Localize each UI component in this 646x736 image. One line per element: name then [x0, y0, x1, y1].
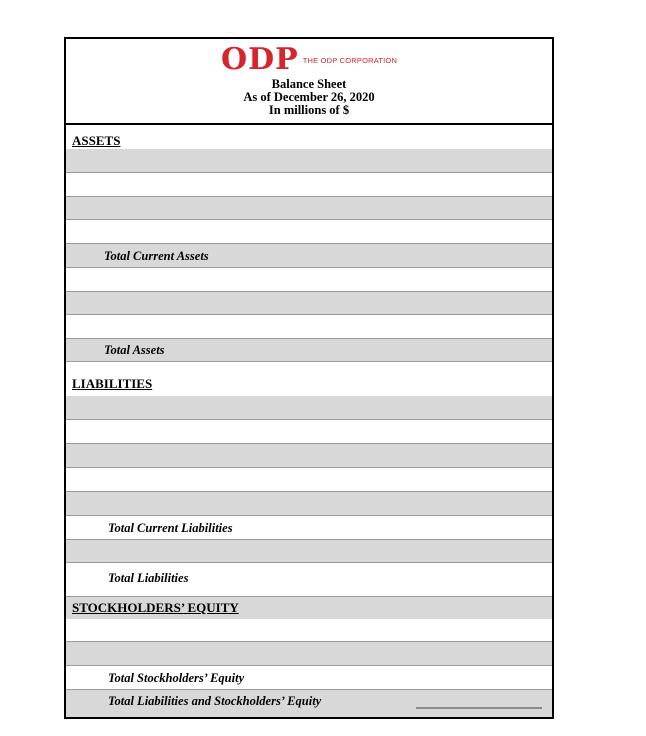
sheet-header [66, 39, 552, 125]
section-row-assets [66, 125, 552, 149]
section-heading-assets: ASSETS [72, 133, 121, 148]
sheet-date: As of December 26, 2020 [243, 90, 375, 104]
total-assets-label: Total Assets [104, 343, 165, 357]
sheet-title: Balance Sheet [271, 77, 347, 91]
logo-corporation-name: THE ODP CORPORATION [302, 55, 398, 65]
table-row[interactable] [66, 220, 552, 244]
total-row-liabilities [66, 563, 552, 597]
table-row[interactable] [66, 396, 552, 420]
table-row[interactable] [66, 173, 552, 197]
table-row[interactable] [66, 540, 552, 563]
table-row[interactable] [66, 268, 552, 292]
total-row-assets [66, 339, 552, 362]
total-liabilities-and-equity-label: Total Liabilities and Stockholders’ Equity [108, 694, 322, 708]
total-row-liabilities-and-equity [66, 690, 552, 717]
total-row-current-liabilities [66, 516, 552, 540]
table-row[interactable] [66, 619, 552, 642]
total-current-liabilities-label: Total Current Liabilities [108, 521, 233, 535]
sheet-units: In millions of $ [268, 103, 350, 117]
table-row[interactable] [66, 642, 552, 666]
table-row[interactable] [66, 315, 552, 339]
table-row[interactable] [66, 468, 552, 492]
section-row-equity [66, 597, 552, 619]
balance-sheet [64, 37, 554, 719]
logo-mark: ODP [221, 42, 299, 77]
total-row-current-assets [66, 244, 552, 268]
table-row[interactable] [66, 492, 552, 516]
total-equity-label: Total Stockholders’ Equity [108, 671, 245, 685]
table-row[interactable] [66, 197, 552, 220]
section-heading-equity: STOCKHOLDERS’ EQUITY [72, 600, 239, 615]
table-row[interactable] [66, 149, 552, 173]
section-heading-liabilities: LIABILITIES [72, 376, 153, 391]
total-liabilities-label: Total Liabilities [108, 571, 189, 585]
table-row[interactable] [66, 444, 552, 468]
table-row[interactable] [66, 292, 552, 315]
table-row[interactable] [66, 420, 552, 444]
total-row-equity [66, 666, 552, 690]
total-underline [416, 707, 542, 709]
total-current-assets-label: Total Current Assets [104, 249, 209, 263]
section-row-liabilities [66, 362, 552, 396]
odp-logo [221, 44, 397, 76]
